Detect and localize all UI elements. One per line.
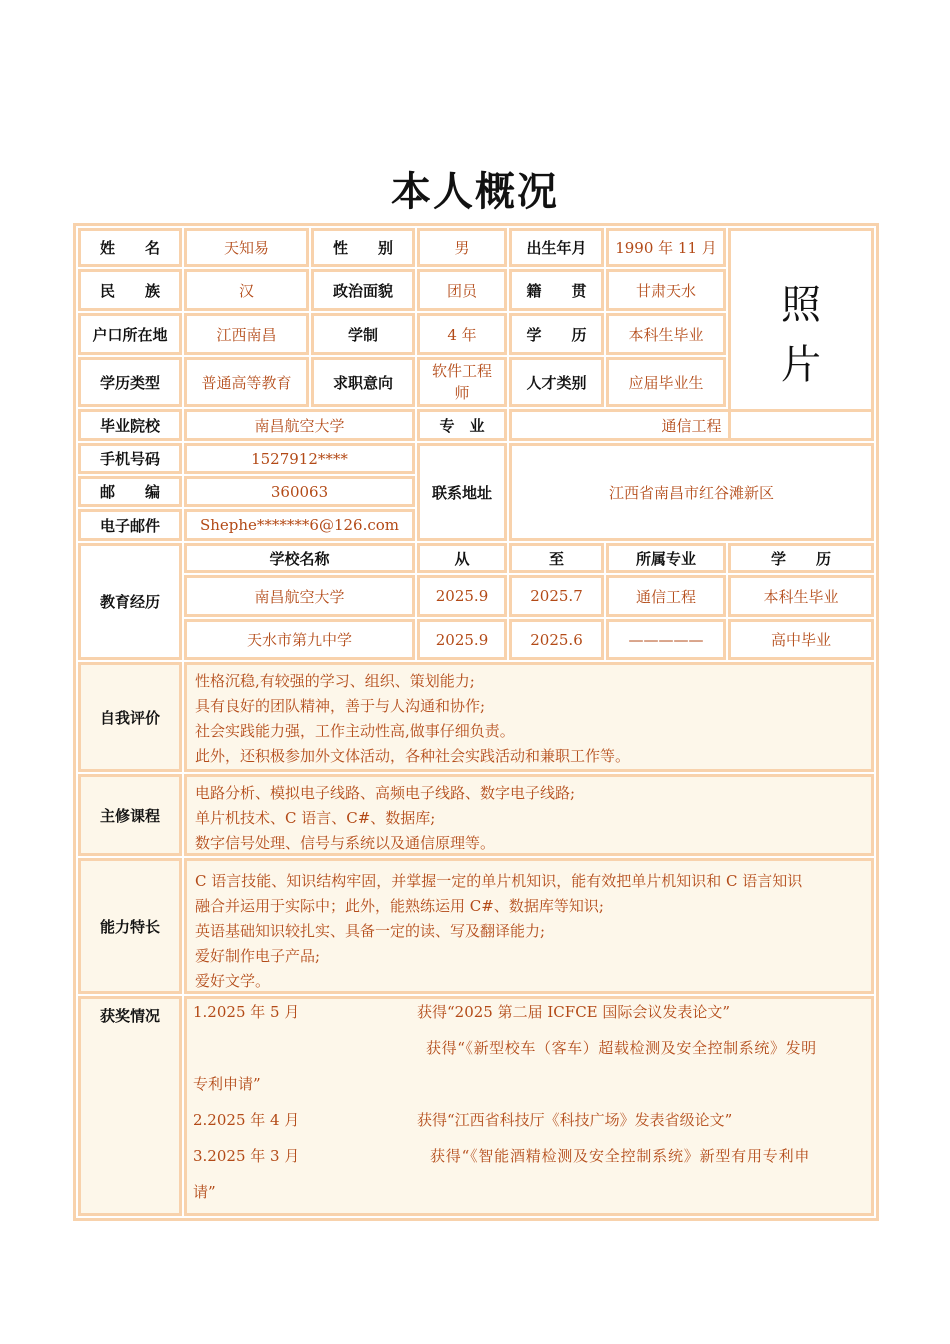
edu-row-1-school: 南昌航空大学	[184, 575, 415, 617]
label-major: 专 业	[417, 409, 507, 441]
label-politics: 政治面貌	[311, 269, 415, 311]
ability-line: 英语基础知识较扎实、具备一定的读、写及翻译能力;	[195, 922, 546, 940]
label-abilities: 能力特长	[78, 858, 182, 994]
edu-row-1-to: 2025.7	[509, 575, 604, 617]
value-talent-type: 应届毕业生	[606, 357, 726, 407]
award-2-text: 获得“江西省科技厅《科技广场》发表省级论文”	[417, 1111, 733, 1129]
value-job-intent	[417, 357, 507, 407]
label-address: 联系地址	[417, 443, 507, 541]
label-ethnicity: 民 族	[78, 269, 182, 311]
awards-cell	[184, 996, 874, 1216]
label-courses: 主修课程	[78, 774, 182, 856]
edu-header-to: 至	[509, 543, 604, 573]
award-2-date: 2.2025 年 4 月	[193, 1111, 300, 1129]
ability-line: 爱好文学。	[195, 972, 271, 990]
edu-header-major: 所属专业	[606, 543, 726, 573]
label-birth: 出生年月	[509, 228, 604, 267]
label-edu-type: 学历类型	[78, 357, 182, 407]
label-phone: 手机号码	[78, 443, 182, 474]
course-line: 电路分析、模拟电子线路、高频电子线路、数字电子线路;	[195, 784, 576, 802]
edu-row-2-degree: 高中毕业	[728, 619, 874, 660]
value-gender: 男	[417, 228, 507, 267]
label-degree: 学 历	[509, 313, 604, 355]
label-schooling: 学制	[311, 313, 415, 355]
job-intent-line-2: 师	[454, 384, 470, 402]
value-native: 甘肃天水	[606, 269, 726, 311]
self-eval-line: 社会实践能力强，工作主动性高,做事仔细负责。	[195, 722, 515, 740]
label-email: 电子邮件	[78, 509, 182, 541]
edu-row-2-from: 2025.9	[417, 619, 507, 660]
ability-line: C 语言技能、知识结构牢固，并掌握一定的单片机知识，能有效把单片机知识和 C 语言知识	[195, 872, 803, 890]
label-job-intent: 求职意向	[311, 357, 415, 407]
edu-header-degree: 学 历	[728, 543, 874, 573]
label-name: 姓 名	[78, 228, 182, 267]
photo-char-1: 照	[781, 281, 821, 328]
award-3-date: 3.2025 年 3 月	[193, 1147, 300, 1165]
label-education: 教育经历	[78, 543, 182, 660]
self-eval-line: 性格沉稳,有较强的学习、组织、策划能力;	[195, 672, 475, 690]
course-line: 单片机技术、C 语言、C#、数据库;	[195, 809, 436, 827]
label-talent-type: 人才类别	[509, 357, 604, 407]
value-ethnicity: 汉	[184, 269, 309, 311]
label-awards: 获奖情况	[78, 996, 182, 1216]
value-politics: 团员	[417, 269, 507, 311]
job-intent-line-1: 软件工程	[431, 362, 492, 380]
page-title: 本人概况	[391, 169, 559, 215]
ability-line: 融合并运用于实际中；此外，能熟练运用 C#、数据库等知识;	[195, 897, 604, 915]
label-native: 籍 贯	[509, 269, 604, 311]
value-major: 通信工程	[509, 409, 874, 441]
award-1b-text: 获得“《新型校车（客车）超载检测及安全控制系统》发明	[426, 1039, 817, 1057]
value-schooling: 4 年	[417, 313, 507, 355]
label-school: 毕业院校	[78, 409, 182, 441]
edu-row-2-to: 2025.6	[509, 619, 604, 660]
award-3-continued: 请”	[193, 1183, 216, 1201]
edu-row-2-major: —————	[606, 619, 726, 660]
self-eval-line: 此外，还积极参加外文体活动，各种社会实践活动和兼职工作等。	[195, 747, 631, 765]
value-phone: 1527912****	[184, 443, 415, 474]
label-self-eval: 自我评价	[78, 662, 182, 772]
ability-line: 爱好制作电子产品;	[195, 947, 321, 965]
edu-row-1-from: 2025.9	[417, 575, 507, 617]
value-address: 江西省南昌市红谷滩新区	[509, 443, 874, 541]
value-edu-type: 普通高等教育	[184, 357, 309, 407]
award-1-text: 获得“2025 第二届 ICFCE 国际会议发表论文”	[417, 1003, 731, 1021]
award-1-date: 1.2025 年 5 月	[193, 1003, 300, 1021]
label-hukou: 户口所在地	[78, 313, 182, 355]
label-postcode: 邮 编	[78, 476, 182, 507]
edu-row-1-degree: 本科生毕业	[728, 575, 874, 617]
award-1b-continued: 专利申请”	[193, 1075, 261, 1093]
photo-char-2: 片	[781, 341, 821, 388]
value-name: 天知易	[184, 228, 309, 267]
value-school: 南昌航空大学	[184, 409, 415, 441]
edu-header-school: 学校名称	[184, 543, 415, 573]
self-eval-line: 具有良好的团队精神，善于与人沟通和协作;	[195, 697, 486, 715]
value-birth: 1990 年 11 月	[606, 228, 726, 267]
value-hukou: 江西南昌	[184, 313, 309, 355]
award-3-text: 获得“《智能酒精检测及安全控制系统》新型有用专利申	[430, 1147, 811, 1165]
courses-text	[184, 774, 874, 856]
edu-header-from: 从	[417, 543, 507, 573]
value-degree: 本科生毕业	[606, 313, 726, 355]
edu-row-2-school: 天水市第九中学	[184, 619, 415, 660]
edu-row-1-major: 通信工程	[606, 575, 726, 617]
value-email: Shephe*******6@126.com	[184, 509, 415, 541]
value-postcode: 360063	[184, 476, 415, 507]
abilities-text	[184, 858, 874, 994]
label-gender: 性 别	[311, 228, 415, 267]
course-line: 数字信号处理、信号与系统以及通信原理等。	[195, 834, 496, 852]
self-eval-text	[184, 662, 874, 772]
